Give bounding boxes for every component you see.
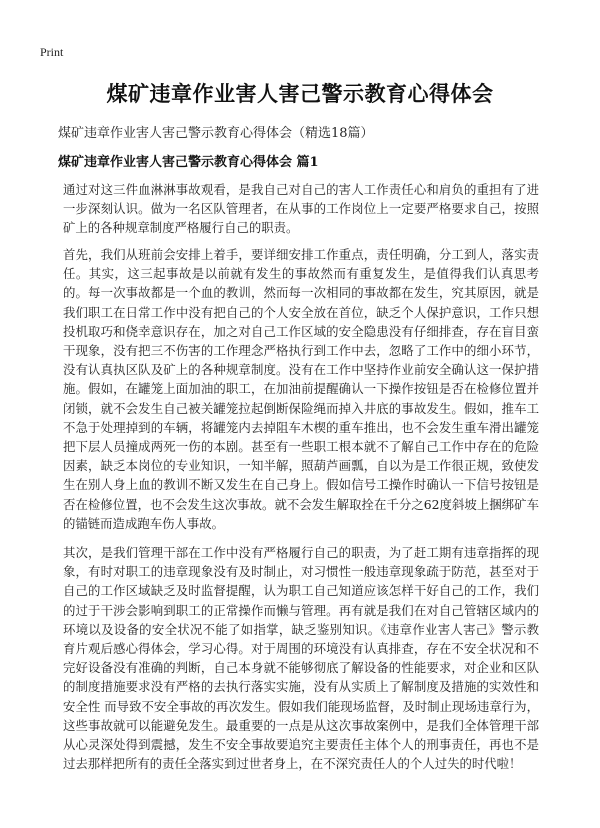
body-paragraph-2: 首先，我们从班前会安排上着手，要详细安排工作重点，责任明确，分工到人，落实责任。其实，这三起事故是以前就有发生的事故然而有重复发生，是值得我们认真思考的。每一次事故都是一个血的教训，然而每一次相同的事故都在发生，究其原因，就是我们职工在日常工作中没有把自己的个人安全放在首位，缺乏个人保护意识，工作只想投机取巧和侥幸意识存在，加之对自己工作区域的安全隐患没有仔细排查，存在盲目蛮干现象，没有把三不伤害的工作理念严格执行到工作中去，忽略了工作中的细小环节，没有认真执区队及矿上的各种规章制度。没有在工作中坚持作业前安全确认这一保护措施。假如，在罐笼上面加油的职工，在加油前提醒确认一下操作按钮是否在检修位置并闭锁，就不会发生自己被关罐笼拉起倒断保险绳而掉入井底的事故发生。假如，推车工不急于处理掉到的车辆，将罐笼内去掉阻车木楔的重车推出，也不会发生重车滑出罐笼把下层人员撞成两死一伤的本剧。甚至有一些职工根本就不了解自己工作中存在的危险因素，缺乏本岗位的专业知识，一知半解，照葫芦画瓢，自以为是工作很正规，致使发生在别人身上血的教训不断又发生在自己身上。假如信号工操作时确认一下信号按钮是否在检修位置，也不会发生这次事故。就不会发生解取拴在千分之62度斜坡上捆绑矿车的锚链而造成跑车伤人事故。 <box>63 247 539 531</box>
section-title: 煤矿违章作业害人害己警示教育心得体会 篇1 <box>58 155 319 170</box>
document-subtitle: 煤矿违章作业害人害己警示教育心得体会（精选18篇） <box>58 126 374 141</box>
body-paragraph-1: 通过对这三件血淋淋事故观看，是我自己对自己的害人工作责任心和肩负的重担有了进一步深刻认识。做为一名区队管理者，在从事的工作岗位上一定要严格要求自己，按照矿上的各种规章制度严格履行自己的职责。 <box>63 182 539 236</box>
print-link[interactable]: Print <box>40 45 64 59</box>
page-title: 煤矿违章作业害人害己警示教育心得体会 <box>106 82 494 106</box>
body-paragraph-3: 其次，是我们管理干部在工作中没有严格履行自己的职责，为了赶工期有违章指挥的现象，有时对职工的违章现象没有及时制止，对习惯性一般违章现象疏于防范，甚至对于自己的工作区域缺乏及时监督提醒，认为职工自己知道应该怎样干好自己的工作，我们的过于干涉会影响到职工的正常操作而懒与管理。再有就是我们在对自己管辖区域内的环境以及设备的安全状况不能了如指掌，缺乏鉴别知识。《违章作业害人害己》警示教育片观后感心得体会，学习心得。对于周围的环境没有认真排查，存在不安全状况和不完好设备没有准确的判断，自己本身就不能够彻底了解设备的性能要求，对企业和区队的制度措施要求没有严格的去执行落实实施，没有从实质上了解制度及措施的实效性和安全性 而导致不安全事故的再次发生。假如我们能现场监督，及时制止现场违章行为，这些事故就可以能避免发生。最重要的一点是从这次事故案例中，是我们全体管理干部从心灵深处得到震撼，发生不安全事故要追究主要责任主体个人的刑事责任，再也不是过去那样把所有的责任全落实到过世者身上，在不深究责任人的个人过失的时代啦！ <box>63 545 539 772</box>
